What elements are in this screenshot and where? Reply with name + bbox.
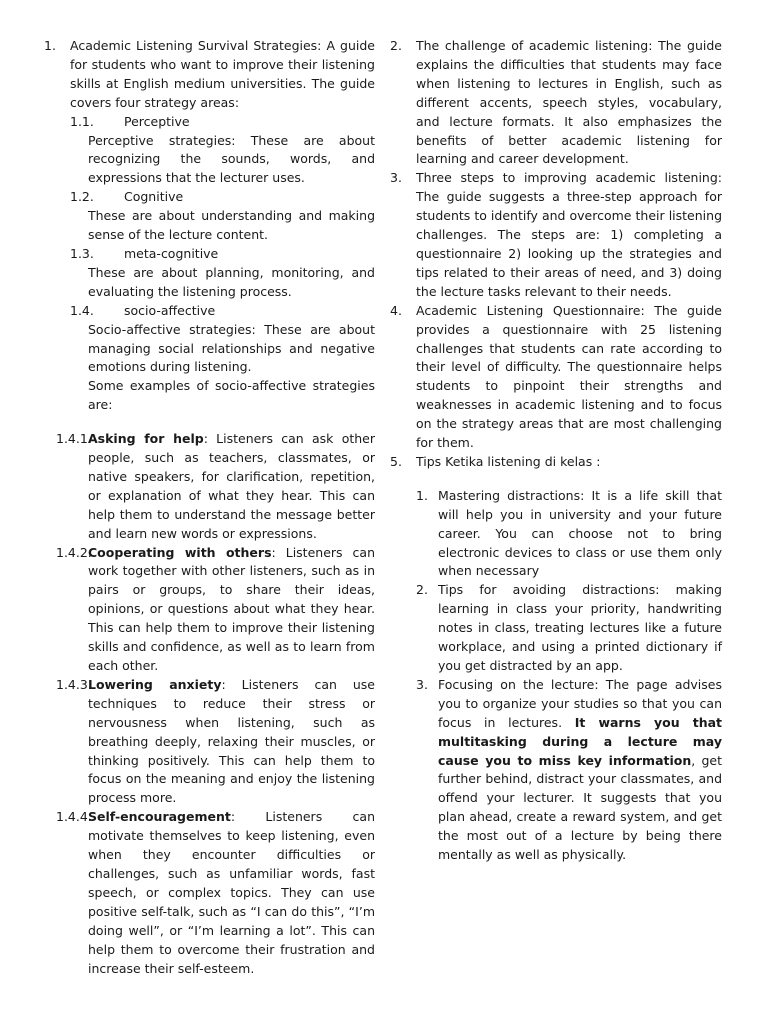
item-number: 4. bbox=[390, 302, 402, 318]
tip-number: 2. bbox=[416, 582, 428, 598]
strategy-title: Self-encouragement bbox=[88, 809, 231, 825]
item-number: 5. bbox=[390, 453, 402, 469]
list-item-5 bbox=[390, 453, 722, 472]
sub-item-1-2 bbox=[44, 188, 375, 207]
item-number: 2. bbox=[390, 38, 402, 53]
item-number: 1. bbox=[44, 38, 56, 53]
tip-item-2 bbox=[390, 581, 722, 676]
strategy-title: Asking for help bbox=[88, 431, 204, 447]
sub-title: socio-affective bbox=[124, 302, 216, 318]
tip-item-3 bbox=[390, 676, 722, 865]
tip-text-bold: It warns you that multitasking during a lecture may cause you to miss key information bbox=[438, 714, 723, 768]
strategy-text: : Listeners can use techniques to reduce their stress or nervousness when listening, such as breathing deeply, relaxing their muscles, or thinking positively. This can help them to focus on the meaning and enjoy the listening process more. bbox=[88, 676, 375, 806]
strategy-number: 1.4.4. bbox=[56, 809, 92, 825]
strategy-title: Cooperating with others bbox=[88, 544, 272, 560]
sub-item-1-4 bbox=[44, 302, 375, 321]
sub-item-1-3 bbox=[44, 245, 375, 264]
item-text: Three steps to improving academic listening: The guide suggests a three-step approach for students to identify and overcome their listening challenges. The steps are: 1) completing a questionnaire 2) looking up the strategies and tips related to their areas of need, and 3) doing the lecture tasks relevant to their needs. bbox=[416, 170, 722, 299]
left-column bbox=[44, 37, 375, 978]
sub-description: These are about planning, monitoring, and evaluating the listening process. bbox=[88, 264, 375, 299]
item-text: Tips Ketika listening di kelas : bbox=[416, 453, 601, 469]
list-item-1 bbox=[44, 37, 375, 113]
tip-text-pre: Focusing on the lecture: The page advises you to organize your studies so that you can focus in lectures. bbox=[438, 676, 722, 730]
sub-item-1-1 bbox=[44, 113, 375, 132]
tip-number: 3. bbox=[416, 676, 428, 692]
strategy-self-encouragement bbox=[44, 808, 375, 978]
sub-description: Perceptive strategies: These are about recognizing the sounds, words, and expressions that the lecturer uses. bbox=[88, 132, 375, 186]
strategy-text: : Listeners can ask other people, such as teachers, classmates, or native speakers, for clarification, repetition, or explanation of what they hear. This can help them to understand the message better and learn new words or expressions. bbox=[88, 431, 376, 541]
sub-title: Cognitive bbox=[124, 189, 184, 205]
tip-text-post: , get further behind, distract your classmates, and offend your lecturer. It suggests that you plan ahead, create a reward system, and get the most out of a lecture by being there mentally as well as physically. bbox=[438, 752, 722, 863]
item-text: Academic Listening Questionnaire: The guide provides a questionnaire with 25 listening challenges that students can rate according to their level of difficulty. The questionnaire helps students to pinpoint their strengths and weaknesses in academic listening and to focus on the strategy areas that are most challenging for them. bbox=[416, 302, 722, 451]
list-item-3 bbox=[390, 169, 722, 301]
sub-number: 1.4. bbox=[70, 302, 94, 318]
sub-title: Perceptive bbox=[124, 113, 190, 129]
strategy-number: 1.4.2. bbox=[56, 544, 92, 560]
strategy-title: Lowering anxiety bbox=[88, 676, 222, 692]
item-text: The challenge of academic listening: The guide explains the difficulties that students may face when listening to lectures in English, such as different accents, speech styles, vocabulary, and lecture formats. It also emphasizes the benefits of better academic listening for learning and career development. bbox=[416, 38, 722, 167]
strategy-number: 1.4.3. bbox=[56, 676, 92, 692]
sub-description: These are about understanding and making sense of the lecture content. bbox=[88, 208, 375, 243]
sub-number: 1.2. bbox=[70, 189, 94, 205]
tip-item-1 bbox=[390, 487, 722, 582]
strategy-cooperating bbox=[44, 544, 375, 676]
right-column bbox=[390, 37, 722, 865]
tip-text: Tips for avoiding distractions: making learning in class your priority, handwriting notes in class, treating lectures like a future workplace, and using a printed dictionary if you get distracted by an app. bbox=[438, 582, 722, 673]
sub-title: meta-cognitive bbox=[124, 245, 219, 261]
sub-description-examples: Some examples of socio-affective strategies are: bbox=[88, 378, 375, 413]
item-number: 3. bbox=[390, 170, 402, 186]
tip-text: Mastering distractions: It is a life skill that will help you in university and your future career. You can choose not to bring electronic devices to class or use them only when necessary bbox=[438, 487, 722, 579]
sub-number: 1.1. bbox=[70, 113, 94, 129]
strategy-asking-for-help bbox=[44, 430, 375, 543]
list-item-2 bbox=[390, 37, 722, 169]
strategy-text: : Listeners can motivate themselves to keep listening, even when they encounter difficulties or challenges, such as unfamiliar words, fast speech, or complex topics. They can use positive self-talk, such as “I can do this”, “I’m doing well”, or “I’m learning a lot”. This can help them to overcome their frustration and increase their self-esteem. bbox=[88, 809, 375, 976]
strategy-lowering-anxiety bbox=[44, 676, 375, 808]
sub-description: Socio-affective strategies: These are about managing social relationships and negative emotions during listening. bbox=[88, 321, 375, 375]
sub-number: 1.3. bbox=[70, 245, 94, 261]
strategy-text: : Listeners can work together with other listeners, such as in pairs or groups, to share their ideas, opinions, or questions about what they hear. This can help them to improve their listening skills and confidence, as well as to learn from each other. bbox=[88, 544, 376, 673]
list-item-4 bbox=[390, 302, 722, 453]
item-text: Academic Listening Survival Strategies: A guide for students who want to improve their listening skills at English medium universities. The guide covers four strategy areas: bbox=[70, 38, 375, 110]
tip-number: 1. bbox=[416, 487, 428, 503]
strategy-number: 1.4.1. bbox=[56, 431, 92, 447]
